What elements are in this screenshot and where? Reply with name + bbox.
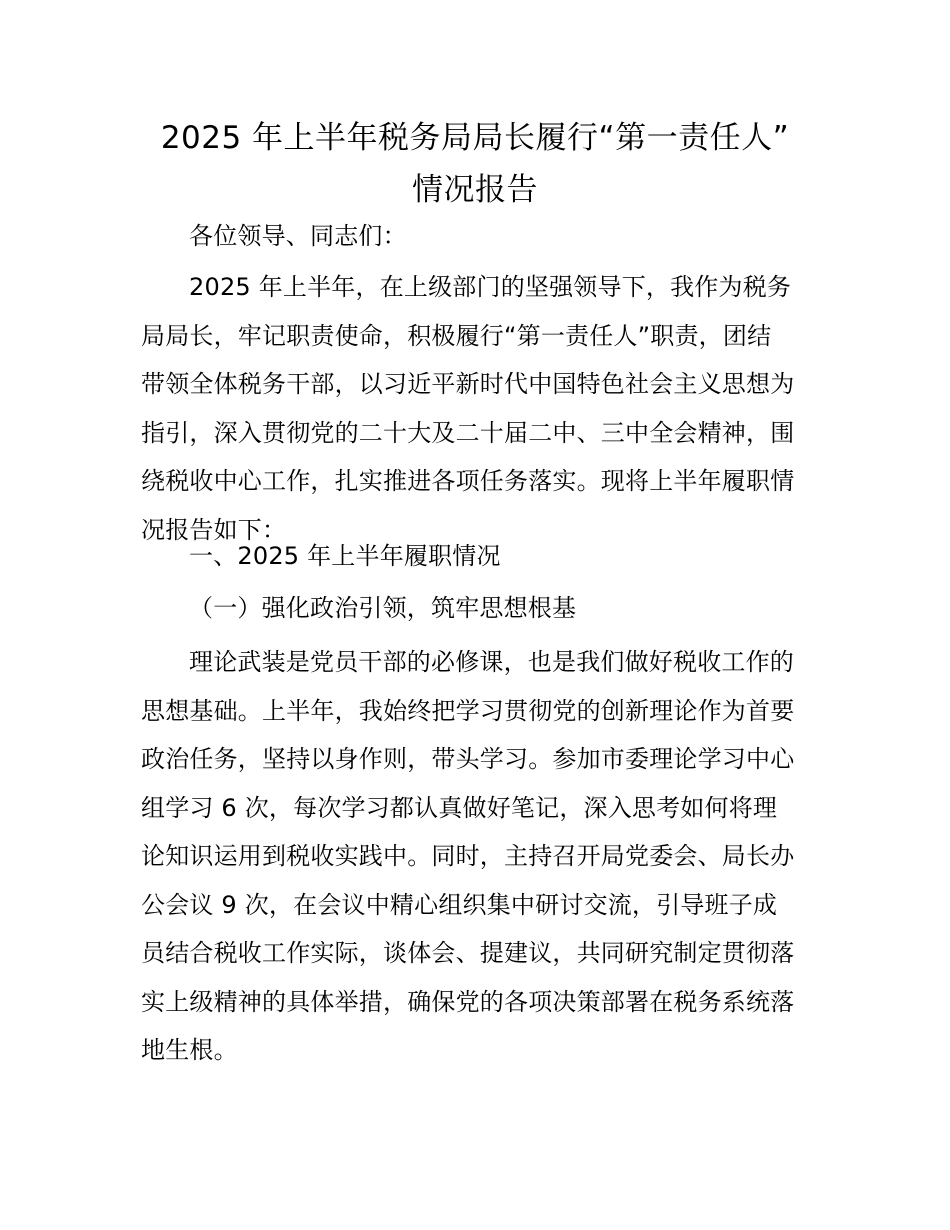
- document-title: [130, 112, 820, 216]
- paragraph-line: 地生根。: [141, 1036, 238, 1064]
- title-line-2: 情况报告: [412, 172, 538, 208]
- paragraph-1: [141, 638, 813, 1075]
- paragraph-line: 论知识运用到税收实践中。同时，主持召开局党委会、局长办: [141, 842, 795, 870]
- intro-line: 带领全体税务干部，以习近平新时代中国特色社会主义思想为: [141, 370, 795, 398]
- intro-line: 绕税收中心工作，扎实推进各项任务落实。现将上半年履职情: [141, 467, 795, 495]
- intro-paragraph: [141, 263, 813, 554]
- subsection-1-heading: （一）强化政治引领，筑牢思想根基: [189, 594, 577, 622]
- paragraph-line: 实上级精神的具体举措，确保党的各项决策部署在税务系统落: [141, 987, 795, 1016]
- intro-line: 2025 年上半年，在上级部门的坚强领导下，我作为税务: [189, 273, 792, 301]
- section-1-heading: 一、2025 年上半年履职情况: [189, 542, 501, 570]
- subsection-heading: [141, 584, 813, 633]
- salutation: [141, 212, 813, 261]
- paragraph-line: 理论武装是党员干部的必修课，也是我们做好税收工作的: [189, 648, 794, 676]
- salutation-text: 各位领导、同志们：: [189, 222, 407, 250]
- section-heading: [141, 532, 813, 581]
- intro-line: 况报告如下：: [141, 515, 287, 544]
- paragraph-line: 员结合税收工作实际，谈体会、提建议，共同研究制定贯彻落: [141, 939, 795, 967]
- intro-line: 指引，深入贯彻党的二十大及二十届二中、三中全会精神，围: [141, 418, 795, 447]
- paragraph-line: 组学习 6 次，每次学习都认真做好笔记，深入思考如何将理: [141, 793, 778, 822]
- paragraph-line: 思想基础。上半年，我始终把学习贯彻党的创新理论作为首要: [141, 696, 795, 725]
- paragraph-line: 公会议 9 次，在会议中精心组织集中研讨交流，引导班子成: [141, 890, 778, 919]
- title-line-1: 2025 年上半年税务局局长履行“第一责任人”: [160, 120, 790, 156]
- paragraph-line: 政治任务，坚持以身作则，带头学习。参加市委理论学习中心: [141, 745, 795, 773]
- intro-line: 局局长，牢记职责使命，积极履行“第一责任人”职责，团结: [141, 321, 772, 350]
